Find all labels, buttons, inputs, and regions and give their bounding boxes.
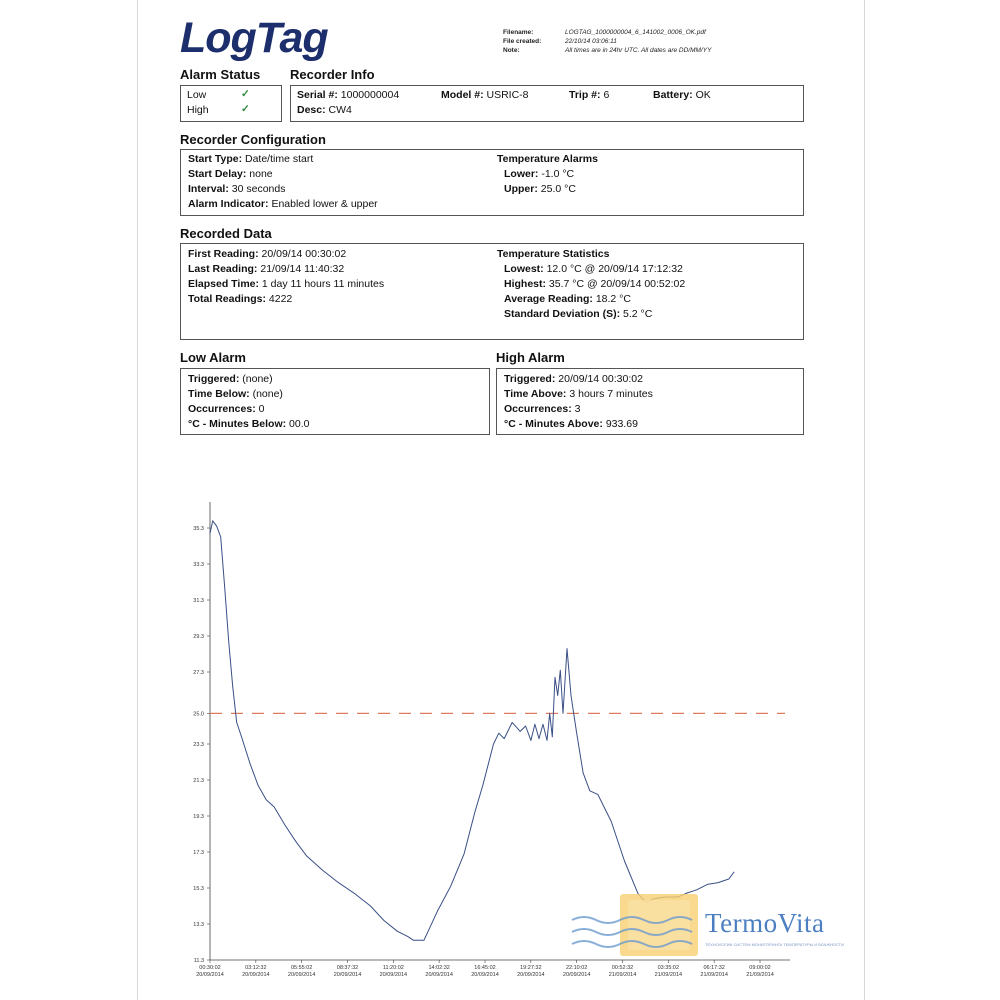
elapsed-label: Elapsed Time:: [188, 278, 259, 290]
x-tick-date: 20/09/2014: [287, 972, 316, 978]
y-tick-label: 35.3: [193, 526, 204, 532]
high-degree-minutes-label: °C - Minutes Above:: [504, 418, 603, 430]
lowest-value: 12.0 °C @ 20/09/14 17:12:32: [546, 263, 683, 275]
temperature-line: [210, 521, 734, 940]
model-label: Model #:: [441, 89, 484, 101]
stddev-label: Standard Deviation (S):: [504, 308, 621, 320]
trip-value: 6: [603, 89, 610, 101]
config-box: [180, 149, 804, 216]
y-tick-label: 23.3: [193, 742, 204, 748]
low-triggered-label: Triggered:: [188, 373, 240, 385]
low-check-icon: ✓: [241, 88, 250, 100]
high-alarm-box: [496, 368, 804, 435]
lowest-label: Lowest:: [504, 263, 544, 275]
x-tick-label: 08:37:32: [336, 965, 359, 971]
battery-label: Battery:: [653, 89, 693, 101]
high-time-label: Time Above:: [504, 388, 567, 400]
serial-value: 1000000004: [340, 89, 400, 101]
high-status-label: High: [187, 104, 209, 116]
x-tick-label: 05:55:02: [290, 965, 313, 971]
battery-value: OK: [695, 89, 711, 101]
stddev-value: 5.2 °C: [623, 308, 653, 320]
x-tick-label: 22:10:02: [565, 965, 588, 971]
highest-value: 35.7 °C @ 20/09/14 00:52:02: [548, 278, 686, 290]
y-tick-label: 31.3: [193, 598, 204, 604]
model-value: USRIC-8: [486, 89, 529, 101]
low-time-value: (none): [252, 388, 283, 400]
x-tick-label: 03:12:32: [245, 965, 267, 971]
y-tick-label: 17.3: [193, 850, 204, 856]
low-triggered-value: (none): [242, 373, 273, 385]
trip-label: Trip #:: [569, 89, 601, 101]
recorder-info-title: Recorder Info: [290, 67, 375, 82]
serial-label: Serial #:: [297, 89, 338, 101]
x-tick-date: 20/09/2014: [425, 972, 453, 978]
alarm-indicator-value: Enabled lower & upper: [271, 198, 378, 210]
x-tick-date: 21/09/2014: [700, 972, 728, 978]
high-occurrences-value: 3: [574, 403, 581, 415]
file-info-label: File created:: [503, 38, 542, 45]
x-tick-label: 11:20:02: [382, 965, 404, 971]
temp-stats-title: Temperature Statistics: [497, 248, 610, 260]
low-degree-minutes-label: °C - Minutes Below:: [188, 418, 287, 430]
x-tick-label: 16:45:02: [474, 965, 496, 971]
low-degree-minutes-value: 00.0: [289, 418, 310, 430]
interval-label: Interval:: [188, 183, 229, 195]
y-tick-label: 25.0: [193, 711, 204, 718]
average-value: 18.2 °C: [595, 293, 631, 305]
low-alarm-box: [180, 368, 490, 435]
y-tick-label: 15.3: [193, 886, 204, 892]
file-info-value: LOGTAG_1000000004_6_141002_0006_OK.pdf: [565, 29, 706, 36]
elapsed-value: 1 day 11 hours 11 minutes: [261, 278, 385, 290]
x-tick-label: 14:02:32: [428, 965, 450, 971]
y-tick-label: 33.3: [193, 562, 204, 568]
x-tick-date: 20/09/2014: [379, 972, 408, 978]
watermark-brand-name: TermoVita: [705, 908, 825, 938]
file-info-value: All times are in 24hr UTC. All dates are DD/MM/YY: [565, 47, 712, 54]
last-reading-label: Last Reading:: [188, 263, 258, 275]
alarm-status-box: [180, 85, 282, 122]
high-check-icon: ✓: [241, 103, 250, 115]
highest-label: Highest:: [504, 278, 546, 290]
high-triggered-label: Triggered:: [504, 373, 556, 385]
x-tick-label: 00:30:02: [199, 965, 221, 971]
high-alarm-title: High Alarm: [496, 350, 565, 365]
desc-value: CW4: [328, 104, 352, 116]
y-tick-label: 19.3: [193, 814, 204, 820]
start-type-value: Date/time start: [245, 153, 314, 165]
file-info-label: Filename:: [503, 29, 534, 36]
y-tick-label: 13.3: [193, 922, 204, 928]
logtag-logo: LogTag: [180, 14, 328, 62]
file-info-label: Note:: [503, 47, 520, 54]
total-readings-label: Total Readings:: [188, 293, 266, 305]
temp-alarms-title: Temperature Alarms: [497, 153, 598, 165]
recorder-info-box: [290, 85, 804, 122]
x-tick-date: 21/09/2014: [746, 972, 774, 978]
y-tick-label: 21.3: [193, 778, 204, 784]
x-tick-label: 00:52:32: [611, 965, 634, 971]
x-tick-date: 21/09/2014: [654, 972, 683, 978]
last-reading-value: 21/09/14 11:40:32: [260, 263, 345, 275]
x-tick-date: 20/09/2014: [562, 972, 591, 978]
y-tick-label: 29.3: [193, 634, 204, 640]
low-alarm-title: Low Alarm: [180, 350, 246, 365]
total-readings-value: 4222: [268, 293, 293, 305]
high-triggered-value: 20/09/14 00:30:02: [558, 373, 643, 385]
file-info-value: 22/10/14 03:06:11: [565, 38, 617, 45]
first-reading-value: 20/09/14 00:30:02: [261, 248, 347, 260]
alarm-status-title: Alarm Status: [180, 67, 261, 82]
low-occurrences-label: Occurrences:: [188, 403, 256, 415]
interval-value: 30 seconds: [231, 183, 286, 195]
x-tick-label: 19:27:32: [520, 965, 542, 971]
x-tick-date: 20/09/2014: [196, 972, 224, 978]
x-tick-label: 03:35:02: [657, 965, 680, 971]
lower-value: -1.0 °C: [541, 168, 575, 180]
x-tick-date: 20/09/2014: [517, 972, 545, 978]
lower-label: Lower:: [504, 168, 539, 180]
watermark-subtitle: ТЕХНОЛОГИИ СИСТЕМ МОНИТОРИНГА ТЕМПЕРАТУРЫ И ВЛАЖНОСТИ: [705, 942, 844, 947]
first-reading-label: First Reading:: [188, 248, 259, 260]
start-type-label: Start Type:: [188, 153, 243, 165]
x-tick-date: 20/09/2014: [333, 972, 362, 978]
x-tick-date: 20/09/2014: [471, 972, 499, 978]
file-info: [503, 28, 711, 55]
alarm-indicator-label: Alarm Indicator:: [188, 198, 269, 210]
x-tick-label: 06:17:32: [703, 965, 725, 971]
upper-value: 25.0 °C: [540, 183, 576, 195]
high-time-value: 3 hours 7 minutes: [569, 388, 653, 400]
y-tick-label: 11.3: [193, 958, 204, 964]
start-delay-label: Start Delay:: [188, 168, 247, 180]
recorded-box: [180, 243, 804, 340]
high-occurrences-label: Occurrences:: [504, 403, 572, 415]
low-time-label: Time Below:: [188, 388, 250, 400]
y-axis-ticks: [193, 526, 210, 964]
x-tick-date: 21/09/2014: [608, 972, 637, 978]
desc-label: Desc:: [297, 104, 326, 116]
x-tick-label: 09:00:02: [749, 965, 771, 971]
recorded-title: Recorded Data: [180, 226, 272, 241]
config-title: Recorder Configuration: [180, 132, 326, 147]
low-occurrences-value: 0: [258, 403, 265, 415]
start-delay-value: none: [249, 168, 273, 180]
y-tick-label: 27.3: [193, 670, 204, 676]
x-tick-date: 20/09/2014: [242, 972, 270, 978]
low-status-label: Low: [187, 89, 207, 101]
temperature-series: [210, 521, 734, 940]
average-label: Average Reading:: [504, 293, 593, 305]
high-degree-minutes-value: 933.69: [605, 418, 638, 430]
upper-label: Upper:: [504, 183, 538, 195]
